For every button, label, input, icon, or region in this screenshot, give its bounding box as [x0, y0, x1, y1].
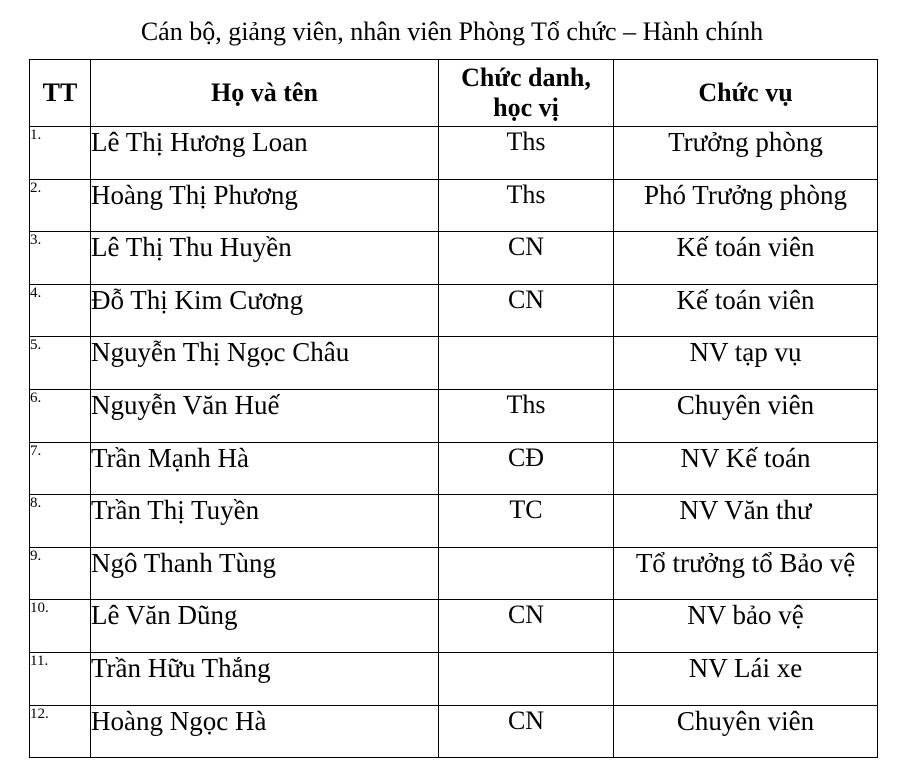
table-row — [30, 495, 878, 548]
table-row — [30, 389, 878, 442]
cell-degree: CĐ — [439, 442, 614, 495]
cell-name: Nguyễn Thị Ngọc Châu — [91, 337, 439, 390]
cell-tt: 1. — [30, 127, 91, 180]
cell-degree: Ths — [439, 389, 614, 442]
cell-name: Lê Thị Hương Loan — [91, 127, 439, 180]
cell-degree — [439, 547, 614, 600]
cell-name: Lê Văn Dũng — [91, 600, 439, 653]
cell-degree — [439, 652, 614, 705]
cell-name: Trần Thị Tuyền — [91, 495, 439, 548]
cell-position: Kế toán viên — [614, 232, 878, 285]
table-row — [30, 337, 878, 390]
cell-degree: Ths — [439, 179, 614, 232]
cell-position: Chuyên viên — [614, 389, 878, 442]
cell-degree — [439, 337, 614, 390]
table-row — [30, 127, 878, 180]
cell-position: Tổ trưởng tổ Bảo vệ — [614, 547, 878, 600]
cell-tt: 8. — [30, 495, 91, 548]
cell-name: Lê Thị Thu Huyền — [91, 232, 439, 285]
header-name: Họ và tên — [91, 60, 439, 127]
document-title: Cán bộ, giảng viên, nhân viên Phòng Tổ chức – Hành chính — [140, 17, 764, 46]
table-row — [30, 442, 878, 495]
cell-degree: CN — [439, 705, 614, 758]
header-degree-line2: học vị — [493, 93, 559, 122]
cell-tt: 9. — [30, 547, 91, 600]
header-position: Chức vụ — [614, 60, 878, 127]
cell-position: NV Kế toán — [614, 442, 878, 495]
header-tt: TT — [30, 60, 91, 127]
cell-degree: TC — [439, 495, 614, 548]
cell-position: Phó Trưởng phòng — [614, 179, 878, 232]
cell-tt: 10. — [30, 600, 91, 653]
cell-degree: CN — [439, 284, 614, 337]
cell-name: Hoàng Thị Phương — [91, 179, 439, 232]
cell-position: Kế toán viên — [614, 284, 878, 337]
cell-degree: CN — [439, 600, 614, 653]
table-row — [30, 232, 878, 285]
header-degree — [439, 60, 614, 127]
cell-tt: 12. — [30, 705, 91, 758]
cell-name: Ngô Thanh Tùng — [91, 547, 439, 600]
cell-tt: 4. — [30, 284, 91, 337]
table-row — [30, 284, 878, 337]
cell-degree: CN — [439, 232, 614, 285]
cell-name: Hoàng Ngọc Hà — [91, 705, 439, 758]
cell-position: NV Lái xe — [614, 652, 878, 705]
table-row — [30, 705, 878, 758]
cell-position: NV bảo vệ — [614, 600, 878, 653]
cell-name: Đỗ Thị Kim Cương — [91, 284, 439, 337]
cell-tt: 5. — [30, 337, 91, 390]
cell-name: Trần Hữu Thắng — [91, 652, 439, 705]
cell-position: NV Văn thư — [614, 495, 878, 548]
cell-position: Chuyên viên — [614, 705, 878, 758]
staff-table — [29, 59, 878, 758]
cell-position: NV tạp vụ — [614, 337, 878, 390]
table-header-row — [30, 60, 878, 127]
table-row — [30, 652, 878, 705]
cell-tt: 7. — [30, 442, 91, 495]
cell-name: Nguyễn Văn Huế — [91, 389, 439, 442]
cell-degree: Ths — [439, 127, 614, 180]
cell-position: Trưởng phòng — [614, 127, 878, 180]
table-row — [30, 179, 878, 232]
cell-tt: 3. — [30, 232, 91, 285]
header-degree-line1: Chức danh, — [461, 63, 591, 92]
cell-tt: 6. — [30, 389, 91, 442]
cell-name: Trần Mạnh Hà — [91, 442, 439, 495]
cell-tt: 2. — [30, 179, 91, 232]
table-row — [30, 600, 878, 653]
table-row — [30, 547, 878, 600]
cell-tt: 11. — [30, 652, 91, 705]
